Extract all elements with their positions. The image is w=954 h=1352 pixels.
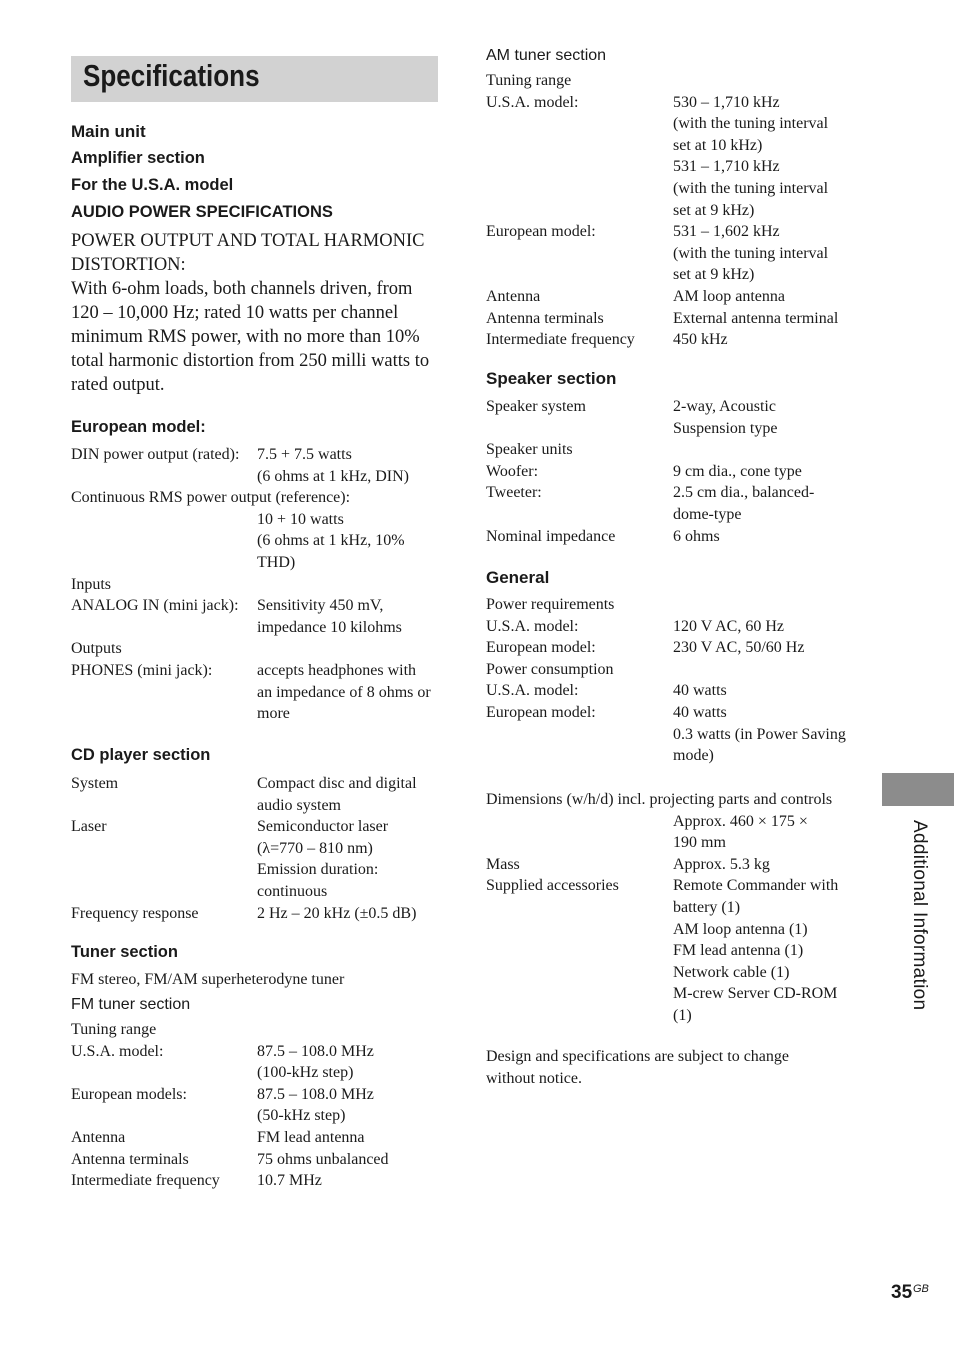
spec-value: battery (1) [673,899,741,916]
spec-value: 230 V AC, 50/60 Hz [673,639,805,657]
spec-label: European model: [486,639,596,657]
spec-value: (1) [673,1007,692,1024]
spec-value: 75 ohms unbalanced [257,1150,389,1168]
spec-label: U.S.A. model: [486,682,579,700]
spec-label: Antenna [71,1129,126,1146]
spec-value: M-crew Server CD-ROM [673,985,838,1003]
spec-value: set at 10 kHz) [673,136,763,154]
spec-value: (with the tuning interval [673,115,829,133]
page-title: Specifications [83,58,260,93]
spec-label: Nominal impedance [486,527,616,545]
am-section-heading: AM tuner section [486,47,607,64]
spec-label: ANALOG IN (mini jack): [71,597,239,615]
spec-value: (with the tuning interval [673,180,829,197]
usa-model-heading: For the U.S.A. model [71,176,234,194]
spec-label: Intermediate frequency [486,331,635,349]
spec-value: audio system [257,796,341,814]
spec-value: Approx. 460 × 175 × [673,812,808,830]
fm-section-heading: FM tuner section [71,996,191,1013]
page-number: 35 [891,1282,913,1303]
spec-label: European models: [71,1085,187,1103]
spec-value: Sensitivity 450 mV, [257,597,384,615]
spec-value: 2 Hz – 20 kHz (±0.5 dB) [257,904,417,922]
main-unit-heading: Main unit [71,122,146,141]
spec-value: 190 mm [673,834,726,852]
spec-label: U.S.A. model: [486,617,579,635]
spec-label: European model: [486,704,596,721]
spec-value: 531 – 1,602 kHz [673,223,780,241]
spec-value: continuous [257,883,328,900]
spec-label: Outputs [71,640,122,658]
spec-value: accepts headphones with [257,662,417,679]
cd-section-heading: CD player section [71,746,211,764]
spec-value: External antenna terminal [673,309,839,327]
spec-value: Approx. 5.3 kg [673,855,770,873]
spec-value: 7.5 + 7.5 watts [257,446,352,463]
spec-value: 2.5 cm dia., balanced- [673,484,815,502]
spec-label: Tweeter: [486,484,542,502]
change-notice: Design and specifications are subject to change without notice. [486,1048,789,1087]
spec-value: an impedance of 8 ohms or [257,683,431,701]
spec-value: 0.3 watts (in Power Saving [673,725,846,743]
spec-value: dome-type [673,506,742,523]
spec-label: Dimensions (w/h/d) incl. projecting parts and controls [486,791,833,808]
tuner-description: FM stereo, FM/AM superheterodyne tuner [71,971,345,988]
spec-value: set at 9 kHz) [673,201,755,219]
spec-label: Power requirements [486,596,615,613]
spec-label: Laser [71,818,107,836]
spec-value: more [257,705,290,723]
section-tab-label: Additional Information [909,820,930,1011]
spec-label: Supplied accessories [486,877,619,895]
spec-value: impedance 10 kilohms [257,618,402,636]
spec-value: (6 ohms at 1 kHz, DIN) [257,467,409,485]
spec-value: FM lead antenna [257,1129,365,1146]
spec-label: Antenna terminals [486,309,604,327]
spec-label: European model: [486,223,596,241]
spec-value: THD) [257,554,296,571]
spec-value: Semiconductor laser [257,818,389,836]
spec-value: (50-kHz step) [257,1107,346,1125]
spec-value: 2-way, Acoustic [673,398,776,415]
spec-value: 6 ohms [673,527,720,545]
spec-value: AM loop antenna [673,288,785,305]
spec-value: (6 ohms at 1 kHz, 10% [257,532,405,550]
spec-value: 531 – 1,710 kHz [673,158,780,176]
spec-value: 10.7 MHz [257,1172,322,1190]
spec-label: Intermediate frequency [71,1172,220,1190]
spec-label: U.S.A. model: [71,1042,164,1060]
spec-value: Remote Commander with [673,877,839,895]
spec-label: Tuning range [486,72,572,89]
spec-value: 40 watts [673,682,727,700]
power-output-paragraph: With 6-ohm loads, both channels driven, from 120 – 10,000 Hz; rated 10 watts per channel minimum RMS power, with no more than 10% total harmonic distortion from 250 milli watts to rated output. [71,279,430,395]
spec-value: 530 – 1,710 kHz [673,93,780,111]
power-output-title: POWER OUTPUT AND TOTAL HARMONIC DISTORTION: [71,231,425,275]
spec-value: (with the tuning interval [673,244,829,262]
spec-label: Woofer: [486,462,539,480]
spec-label: Tuning range [71,1021,157,1038]
spec-label: U.S.A. model: [486,93,579,111]
spec-value: Compact disc and digital [257,775,417,792]
audio-power-heading: AUDIO POWER SPECIFICATIONS [71,203,333,221]
spec-value: 40 watts [673,704,727,721]
spec-label: Antenna terminals [71,1150,189,1168]
spec-label: Mass [486,855,520,873]
page-suffix: GB [913,1283,929,1295]
spec-value: FM lead antenna (1) [673,942,804,960]
spec-label: System [71,775,119,792]
spec-label: Continuous RMS power output (reference): [71,489,351,507]
amplifier-section-heading: Amplifier section [71,149,205,167]
spec-label: Inputs [71,575,111,593]
spec-label: Power consumption [486,660,614,678]
spec-value: 87.5 – 108.0 MHz [257,1042,374,1060]
spec-label: DIN power output (rated): [71,446,240,463]
section-tab-marker [882,773,954,806]
spec-label: Frequency response [71,904,199,922]
spec-value: (λ=770 – 810 nm) [257,839,373,857]
spec-value: (100-kHz step) [257,1064,354,1082]
spec-label: Speaker units [486,441,573,459]
spec-value: Emission duration: [257,861,379,879]
european-model-heading: European model: [71,418,206,436]
spec-value: 120 V AC, 60 Hz [673,617,784,635]
general-section-heading: General [486,568,550,587]
spec-label: PHONES (mini jack): [71,662,213,679]
spec-value: mode) [673,747,714,765]
spec-value: 87.5 – 108.0 MHz [257,1085,374,1103]
spec-label: Speaker system [486,398,586,415]
spec-value: set at 9 kHz) [673,266,755,284]
tuner-section-heading: Tuner section [71,943,178,961]
spec-value: Suspension type [673,419,778,437]
spec-value: 9 cm dia., cone type [673,462,802,480]
spec-value: 10 + 10 watts [257,510,344,528]
spec-label: Antenna [486,288,541,305]
speaker-section-heading: Speaker section [486,369,617,388]
spec-value: 450 kHz [673,331,728,349]
spec-value: AM loop antenna (1) [673,920,808,938]
spec-value: Network cable (1) [673,963,790,981]
